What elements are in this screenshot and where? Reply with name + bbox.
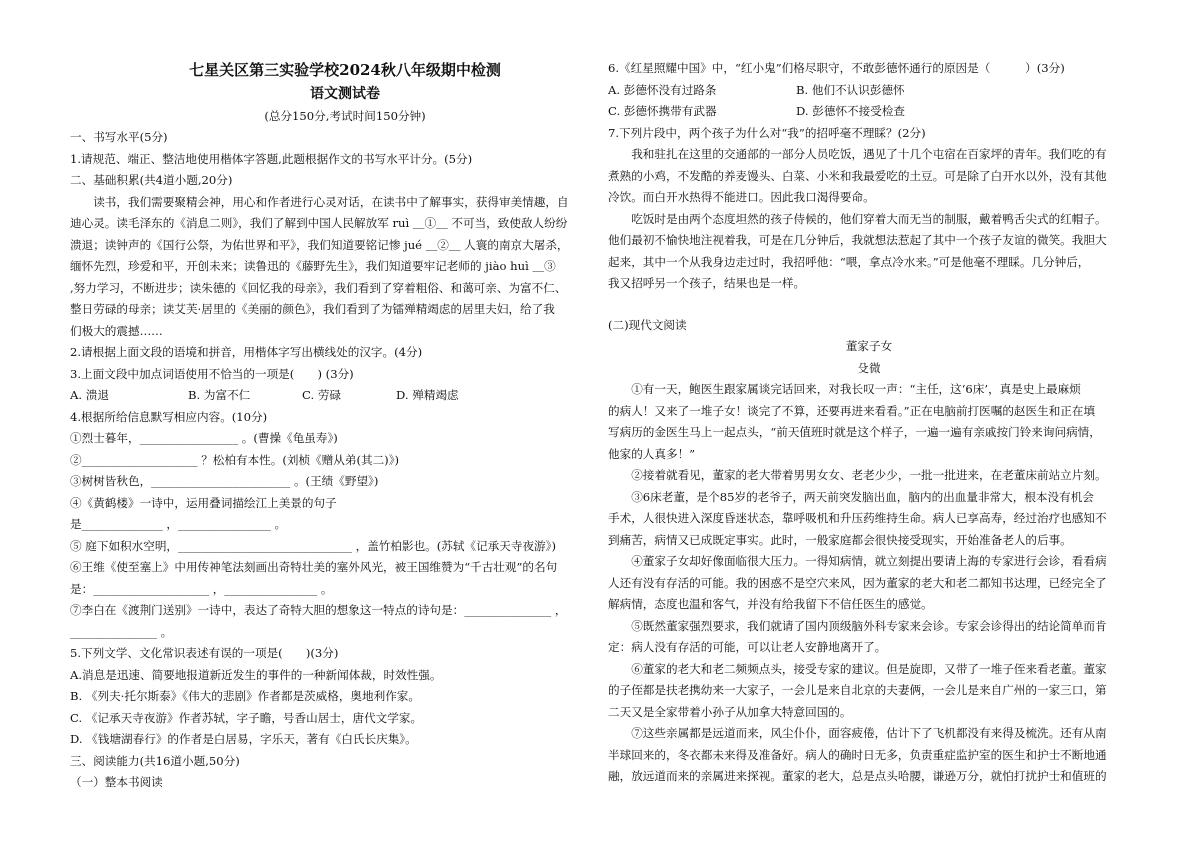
passage-line: 冷饮。而白开水热得不能进口。因此我口渴得要命。	[608, 190, 875, 204]
passage-line: 缅怀先烈，珍爱和平，开创未来；读鲁迅的《藤野先生》，我们知道要牢记老师的 jiào huì ＿③	[70, 259, 556, 273]
question-6-options-row2	[608, 101, 1130, 123]
article-line: 他家的人真多！”	[608, 446, 696, 461]
question-6: 6.《红星照耀中国》中，“红小鬼”们格尽职守，不敢彭德怀通行的原因是（ ）(3分)	[608, 61, 1065, 75]
exam-subtitle: 语文测试卷	[310, 86, 380, 102]
question-2: 2.请根据上面文段的语境和拼音，用楷体字写出横线处的汉字。(4分)	[70, 345, 423, 359]
dictation-item: ④《黄鹤楼》一诗中，运用叠词描绘江上美景的句子	[70, 495, 337, 510]
passage-line: 起来，其中一个从我身边走过时，我招呼他：“喂，拿点冷水来。”可是他毫不理睬。几分钟后，	[608, 254, 1090, 269]
option-d[interactable]: D. 殚精竭虑	[396, 388, 459, 402]
right-column	[608, 58, 1130, 788]
option-c[interactable]: C. 《记承天寺夜游》作者苏轼，字子瞻，号香山居士，唐代文学家。	[70, 710, 423, 725]
option-a[interactable]: A. 溃退	[70, 388, 109, 402]
passage-line: 迪心灵。读毛泽东的《消息二则》，我们了解到中国人民解放军 ruì ＿①＿ 不可当，致使敌人纷纷	[70, 216, 568, 230]
dictation-item[interactable]: ①烈士暮年，_________________ 。(曹操《龟虽寿》)	[70, 431, 338, 445]
passage-line: 吃饭时是由两个态度坦然的孩子侍候的，他们穿着大而无当的制服，戴着鸭舌尖式的红帽子。	[631, 211, 1107, 226]
dictation-item[interactable]: ⑤ 庭下如积水空明，______________________________ ，盖竹柏影也。(苏轼《记承天寺夜游》)	[70, 538, 556, 553]
subsection-title: (二)现代文阅读	[608, 317, 687, 332]
question-1: 1.请规范、端正、整洁地使用楷体字答题,此题根据作文的书写水平计分。(5分)	[70, 151, 473, 166]
article-line: 手术，人很快进入深度昏迷状态，靠呼吸机和升压药维持生命。病人已享高寿，经过治疗也感知不	[608, 511, 1107, 525]
article-line: ⑤既然董家强烈要求，我们就请了国内顶级脑外科专家来会诊。专家会诊得出的结论简单而肯	[631, 618, 1107, 633]
subsection-title: （一）整本书阅读	[70, 775, 163, 789]
question-7: 7.下列片段中，两个孩子为什么对“我”的招呼毫不理睬？(2分)	[608, 125, 926, 140]
article-line: ⑦这些亲属都是远道而来，风尘仆仆，面容疲倦，估计下了飞机都没有来得及梳洗。还有从南	[631, 726, 1107, 740]
option-c[interactable]: C. 彭德怀携带有武器	[608, 104, 717, 118]
article-line: ③6床老董，是个85岁的老爷子，两天前突发脑出血，脑内的出血量非常大，根本没有机会	[631, 489, 1094, 504]
passage-line: 整日劳碌的母亲；读艾芙·居里的《美丽的颜色》，我们看到了为镭殚精竭虑的居里夫妇，给了我	[70, 302, 555, 316]
article-line: 半球回来的，冬衣都未来得及准备好。病人的确时日无多，负责重症监护室的医生和护士不断地通	[608, 747, 1107, 762]
option-a[interactable]: A. 彭德怀没有过路条	[608, 82, 717, 97]
left-column	[70, 58, 590, 794]
dictation-item[interactable]: ②____________________ ？松柏有本性。(刘桢《赠从弟(其二)》)	[70, 452, 400, 467]
exam-title: 七星关区第三实验学校2024秋八年级期中检测	[189, 61, 501, 79]
dictation-item[interactable]: ⑦李白在《渡荆门送别》一诗中，表达了奇特大胆的想象这一特点的诗句是：_______________ ，	[70, 603, 567, 617]
option-a[interactable]: A.消息是迅速、简要地报道新近发生的事件的一种新闻体裁，时效性强。	[70, 667, 442, 682]
section-title: 二、基础积累(共4道小题,20分)	[70, 173, 233, 187]
option-d[interactable]: D. 《钱塘湖春行》的作者是白居易，字乐天，著有《白氏长庆集》。	[70, 732, 417, 746]
article-line: ⑥董家的老大和老二频频点头，接受专家的建议。但是旋即，又带了一堆子侄来看老董。董家	[631, 661, 1107, 676]
passage-line: 读书，我们需要聚精会神，用心和作者进行心灵对话，在读书中了解事实，获得审美情趣，自	[93, 194, 569, 209]
article-line: ②接着就看见，董家的老大带着男男女女、老老少少，一批一批进来，在老董床前站立片刻。	[631, 468, 1107, 482]
dictation-item[interactable]: 是：____________________ ，________________ 。	[70, 581, 333, 596]
option-b[interactable]: B. 他们不认识彭德怀	[796, 82, 905, 97]
dictation-item: ⑥王维《使至塞上》中用传神笔法刻画出奇特壮美的塞外风光，被王国维赞为“千古壮观”的名句	[70, 560, 558, 574]
article-line: 融，放远道而来的亲属进来探视。董家的老大，总是点头哈腰，谦逊万分，就怕打扰护士和值班的	[608, 769, 1107, 783]
article-line: 写病历的金医生马上一起点头，“前天值班时就是这个样子，一遍一遍有亲戚按门铃来询问病情，	[608, 425, 1101, 439]
passage-line: 我又招呼另一个孩子，结果也是一样。	[608, 276, 806, 290]
question-5: 5.下列文学、文化常识表述有误的一项是( )(3分)	[70, 646, 339, 660]
excerpt-passage	[608, 144, 1130, 295]
option-b[interactable]: B. 《列夫·托尔斯泰》《伟大的悲剧》作者都是茨威格，奥地利作家。	[70, 689, 420, 703]
passage-line: 他们最初不愉快地注视着我，可是在几分钟后，我就想法惹起了其中一个孩子友谊的微笑。我胆大	[608, 233, 1107, 247]
question-4: 4.根据所给信息默写相应内容。(10分)	[70, 409, 268, 424]
option-c[interactable]: C. 劳碌	[302, 388, 342, 402]
question-3-options	[70, 385, 590, 407]
dictation-item[interactable]: ③树树皆秋色，________________________ 。(王绩《野望》)	[70, 474, 379, 488]
article-line: ④董家子女却好像面临很大压力。一得知病情，就立刻提出要请上海的专家进行会诊，看看病	[631, 554, 1107, 568]
passage-line: 溃退；读钟声的《国行公祭，为佑世界和平》，我们知道要铭记惨 jué ＿②＿ 人寰的南京大屠杀，	[70, 237, 569, 252]
passage-line: 们极大的震撼……	[70, 323, 163, 338]
question-6-options-row1	[608, 80, 1130, 102]
reading-passage	[70, 192, 590, 343]
section-title: 三、阅读能力(共16道小题,50分)	[70, 753, 240, 768]
dictation-item[interactable]: _______________ 。	[70, 624, 173, 639]
question-3: 3.上面文段中加点词语使用不恰当的一项是( ) (3分)	[70, 366, 354, 381]
article-line: 的子侄都是扶老携幼来一大家子，一会儿是来自北京的夫妻俩，一会儿是来自广州的一家三口，第	[608, 683, 1107, 697]
dictation-item[interactable]: 是______________ ，________________ 。	[70, 517, 287, 531]
article-title: 董家子女	[845, 339, 893, 353]
article-body	[608, 379, 1130, 788]
passage-line: 我和驻扎在这里的交通部的一部分人员吃饭，遇见了十几个屯宿在百家坪的青年。我们吃的有	[631, 147, 1107, 161]
option-d[interactable]: D. 彭德怀不接受检查	[796, 104, 906, 118]
article-line: ①有一天，鲍医生跟家属谈完话回来，对我长叹一声：“主任，这‘6床’，真是史上最麻烦	[631, 382, 1081, 396]
option-b[interactable]: B. 为富不仁	[188, 388, 251, 402]
article-author: 殳微	[857, 360, 881, 375]
article-line: 二天又是全家带着小孙子从加拿大特意回国的。	[608, 704, 852, 719]
passage-line: 煮熟的小鸡，不发酷的养麦馒头、白菜、小米和我最爱吃的土豆。可是除了白开水以外，没有其他	[608, 168, 1107, 183]
article-line: 解病情，态度也温和客气，并没有给我留下不信任医生的感觉。	[608, 597, 933, 611]
passage-line: ,努力学习，不断进步；读朱德的《回忆我的母亲》，我们看到了穿着粗俗、和蔼可亲、为富不仁、	[70, 280, 567, 295]
section-title: 一、书写水平(5分)	[70, 130, 168, 144]
article-line: 到痛苦，病情又已成既定事实。此时，一般家庭都会很快接受现实，开始准备老人的后事。	[608, 532, 1072, 547]
article-line: 的病人！又来了一堆子女！谈完了不算，还要再进来看看。”正在电脑前打医嘱的赵医生和正在填	[608, 403, 1096, 418]
article-line: 人还有没有存活的可能。我的困惑不是空穴来风，因为董家的老大和老二都知书达理，已经完全了	[608, 575, 1107, 590]
exam-note: (总分150分,考试时间150分钟)	[264, 109, 426, 123]
article-line: 定：病人没有存活的可能，可以让老人安静地离开了。	[608, 640, 887, 654]
